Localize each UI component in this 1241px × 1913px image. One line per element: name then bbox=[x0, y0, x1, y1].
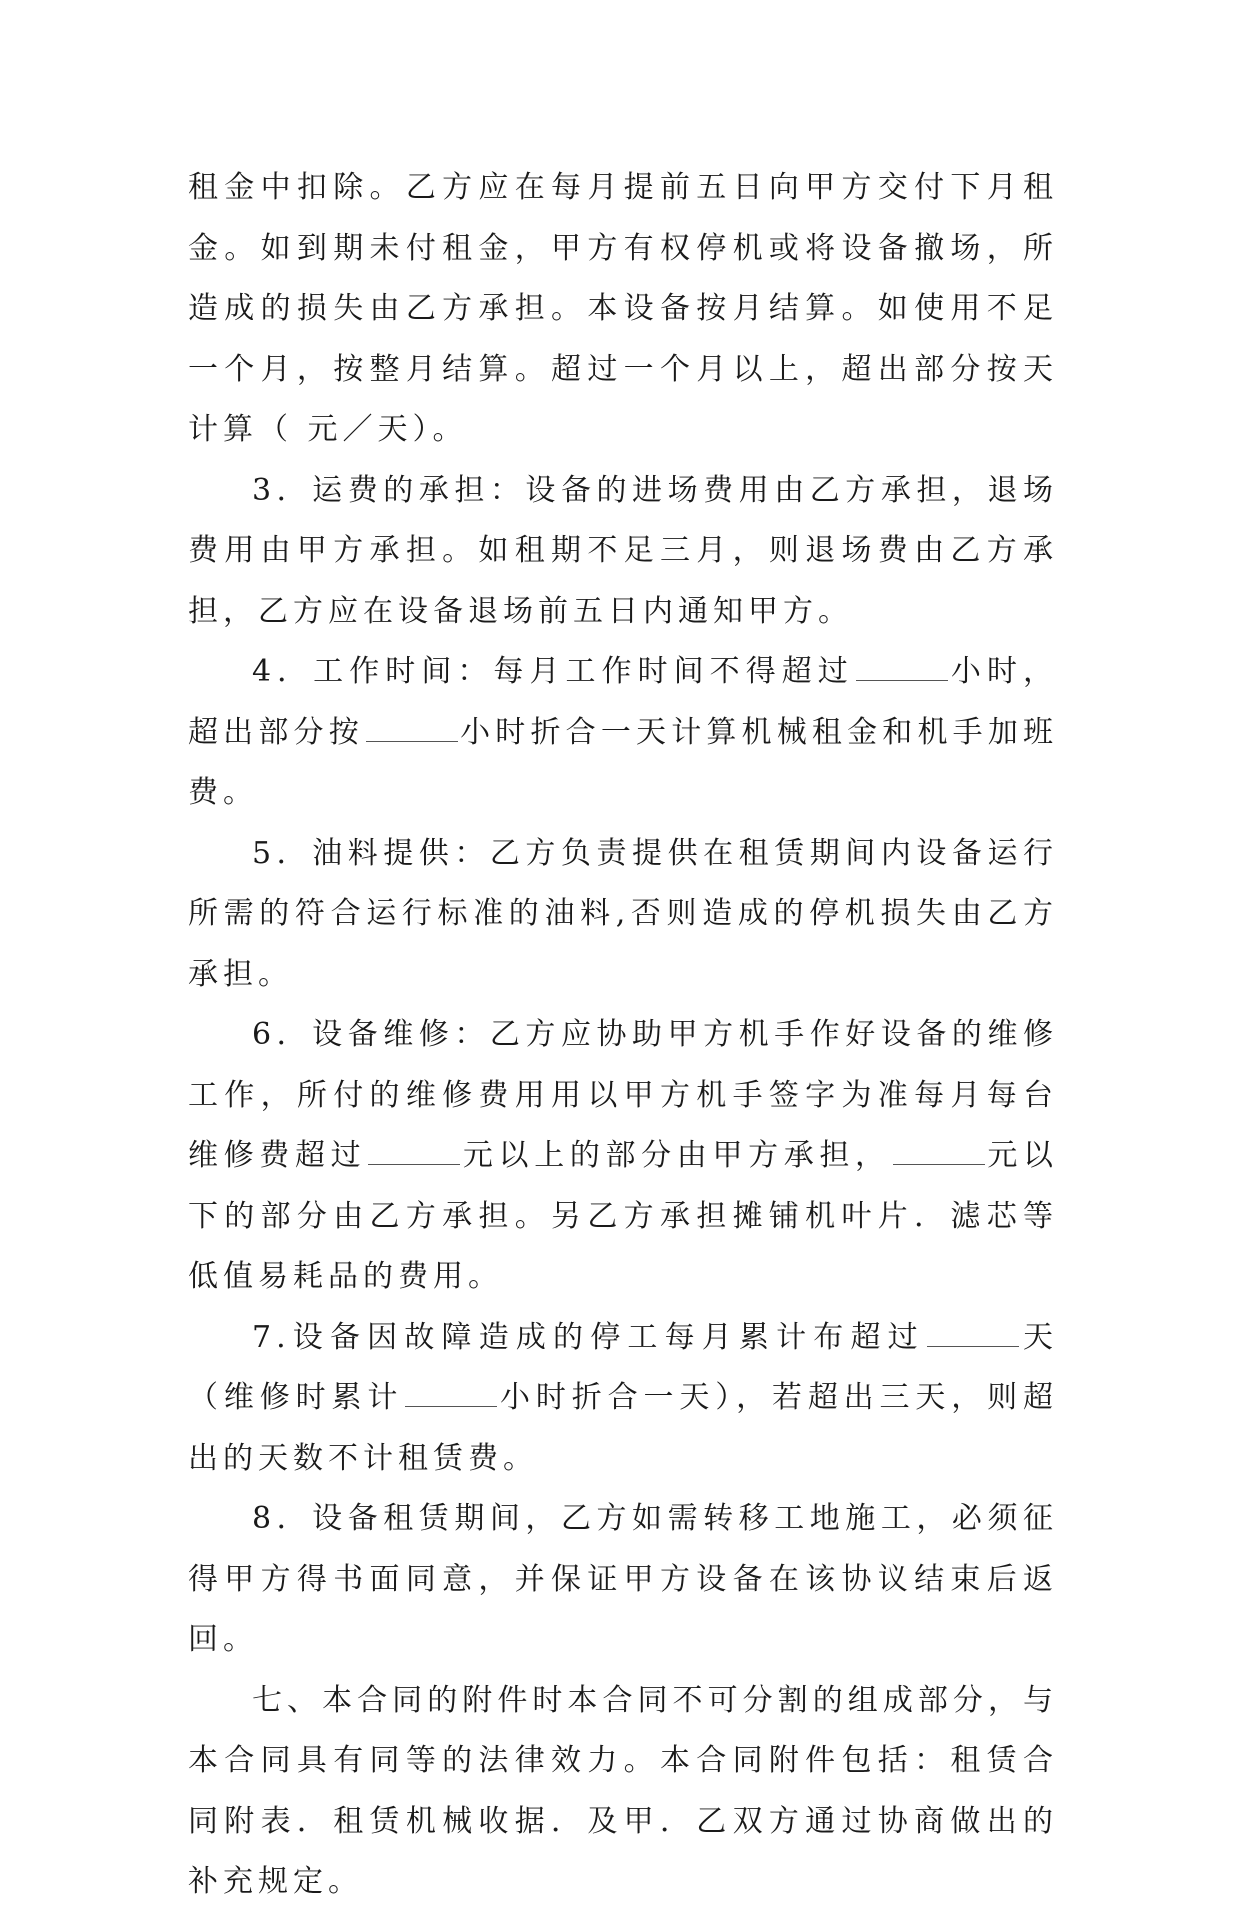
paragraph-text: 元以上的部分由甲方承担， bbox=[462, 1138, 891, 1173]
fill-in-blank bbox=[927, 1322, 1019, 1347]
clause-paragraph bbox=[188, 158, 1058, 461]
clause-paragraph bbox=[188, 461, 1058, 643]
paragraph-text: 7.设备因故障造成的停工每月累计布超过 bbox=[252, 1319, 925, 1355]
paragraph-text: 租金中扣除。乙方应在每月提前五日向甲方交付下月租金。如到期未付租金，甲方有权停机或将设备撤场，所造成的损失由乙方承担。本设备按月结算。如使用不足一个月，按整月结算。超过一个月以上，超出部分按天计算（ 元／天）。 bbox=[188, 170, 1058, 447]
document-body bbox=[188, 158, 1058, 1913]
paragraph-text: 小时，超出部分按 bbox=[188, 654, 1058, 750]
paragraph-text: 4．工作时间：每月工作时间不得超过 bbox=[252, 654, 854, 689]
paragraph-text: 元以下的部分由乙方承担。另乙方承担摊铺机叶片．滤芯等低值易耗品的费用。 bbox=[188, 1138, 1059, 1294]
clause-paragraph bbox=[188, 1489, 1058, 1671]
clause-paragraph bbox=[188, 1671, 1058, 1913]
fill-in-blank bbox=[368, 1140, 460, 1165]
paragraph-text: 6．设备维修：乙方应协助甲方机手作好设备的维修工作，所付的维修费用用以甲方机手签字为准每月每台维修费超过 bbox=[188, 1017, 1058, 1173]
fill-in-blank bbox=[366, 717, 458, 742]
clause-paragraph bbox=[188, 1308, 1058, 1490]
paragraph-text: 3．运费的承担：设备的进场费用由乙方承担，退场费用由甲方承担。如租期不足三月，则退场费由乙方承担，乙方应在设备退场前五日内通知甲方。 bbox=[188, 472, 1058, 629]
clause-paragraph bbox=[188, 824, 1058, 1006]
fill-in-blank bbox=[405, 1382, 497, 1407]
paragraph-text: 5．油料提供：乙方负责提供在租赁期间内设备运行所需的符合运行标准的油料,否则造成的停机损失由乙方承担。 bbox=[188, 835, 1058, 992]
paragraph-text: 小时折合一天），若超出三天，则超出的天数不计租赁费。 bbox=[188, 1380, 1059, 1476]
fill-in-blank bbox=[893, 1140, 985, 1165]
paragraph-text: 七、本合同的附件时本合同不可分割的组成部分，与本合同具有同等的法律效力。本合同附件包括：租赁合同附表．租赁机械收据．及甲．乙双方通过协商做出的补充规定。 bbox=[188, 1682, 1058, 1899]
clause-paragraph bbox=[188, 1005, 1058, 1308]
paragraph-text: 天（维修时累计 bbox=[188, 1319, 1059, 1415]
paragraph-text: 8．设备租赁期间，乙方如需转移工地施工，必须征得甲方得书面同意，并保证甲方设备在该协议结束后返回。 bbox=[188, 1501, 1058, 1657]
paragraph-text: 小时折合一天计算机械租金和机手加班费。 bbox=[188, 714, 1059, 810]
fill-in-blank bbox=[856, 656, 948, 681]
clause-paragraph bbox=[188, 642, 1058, 824]
